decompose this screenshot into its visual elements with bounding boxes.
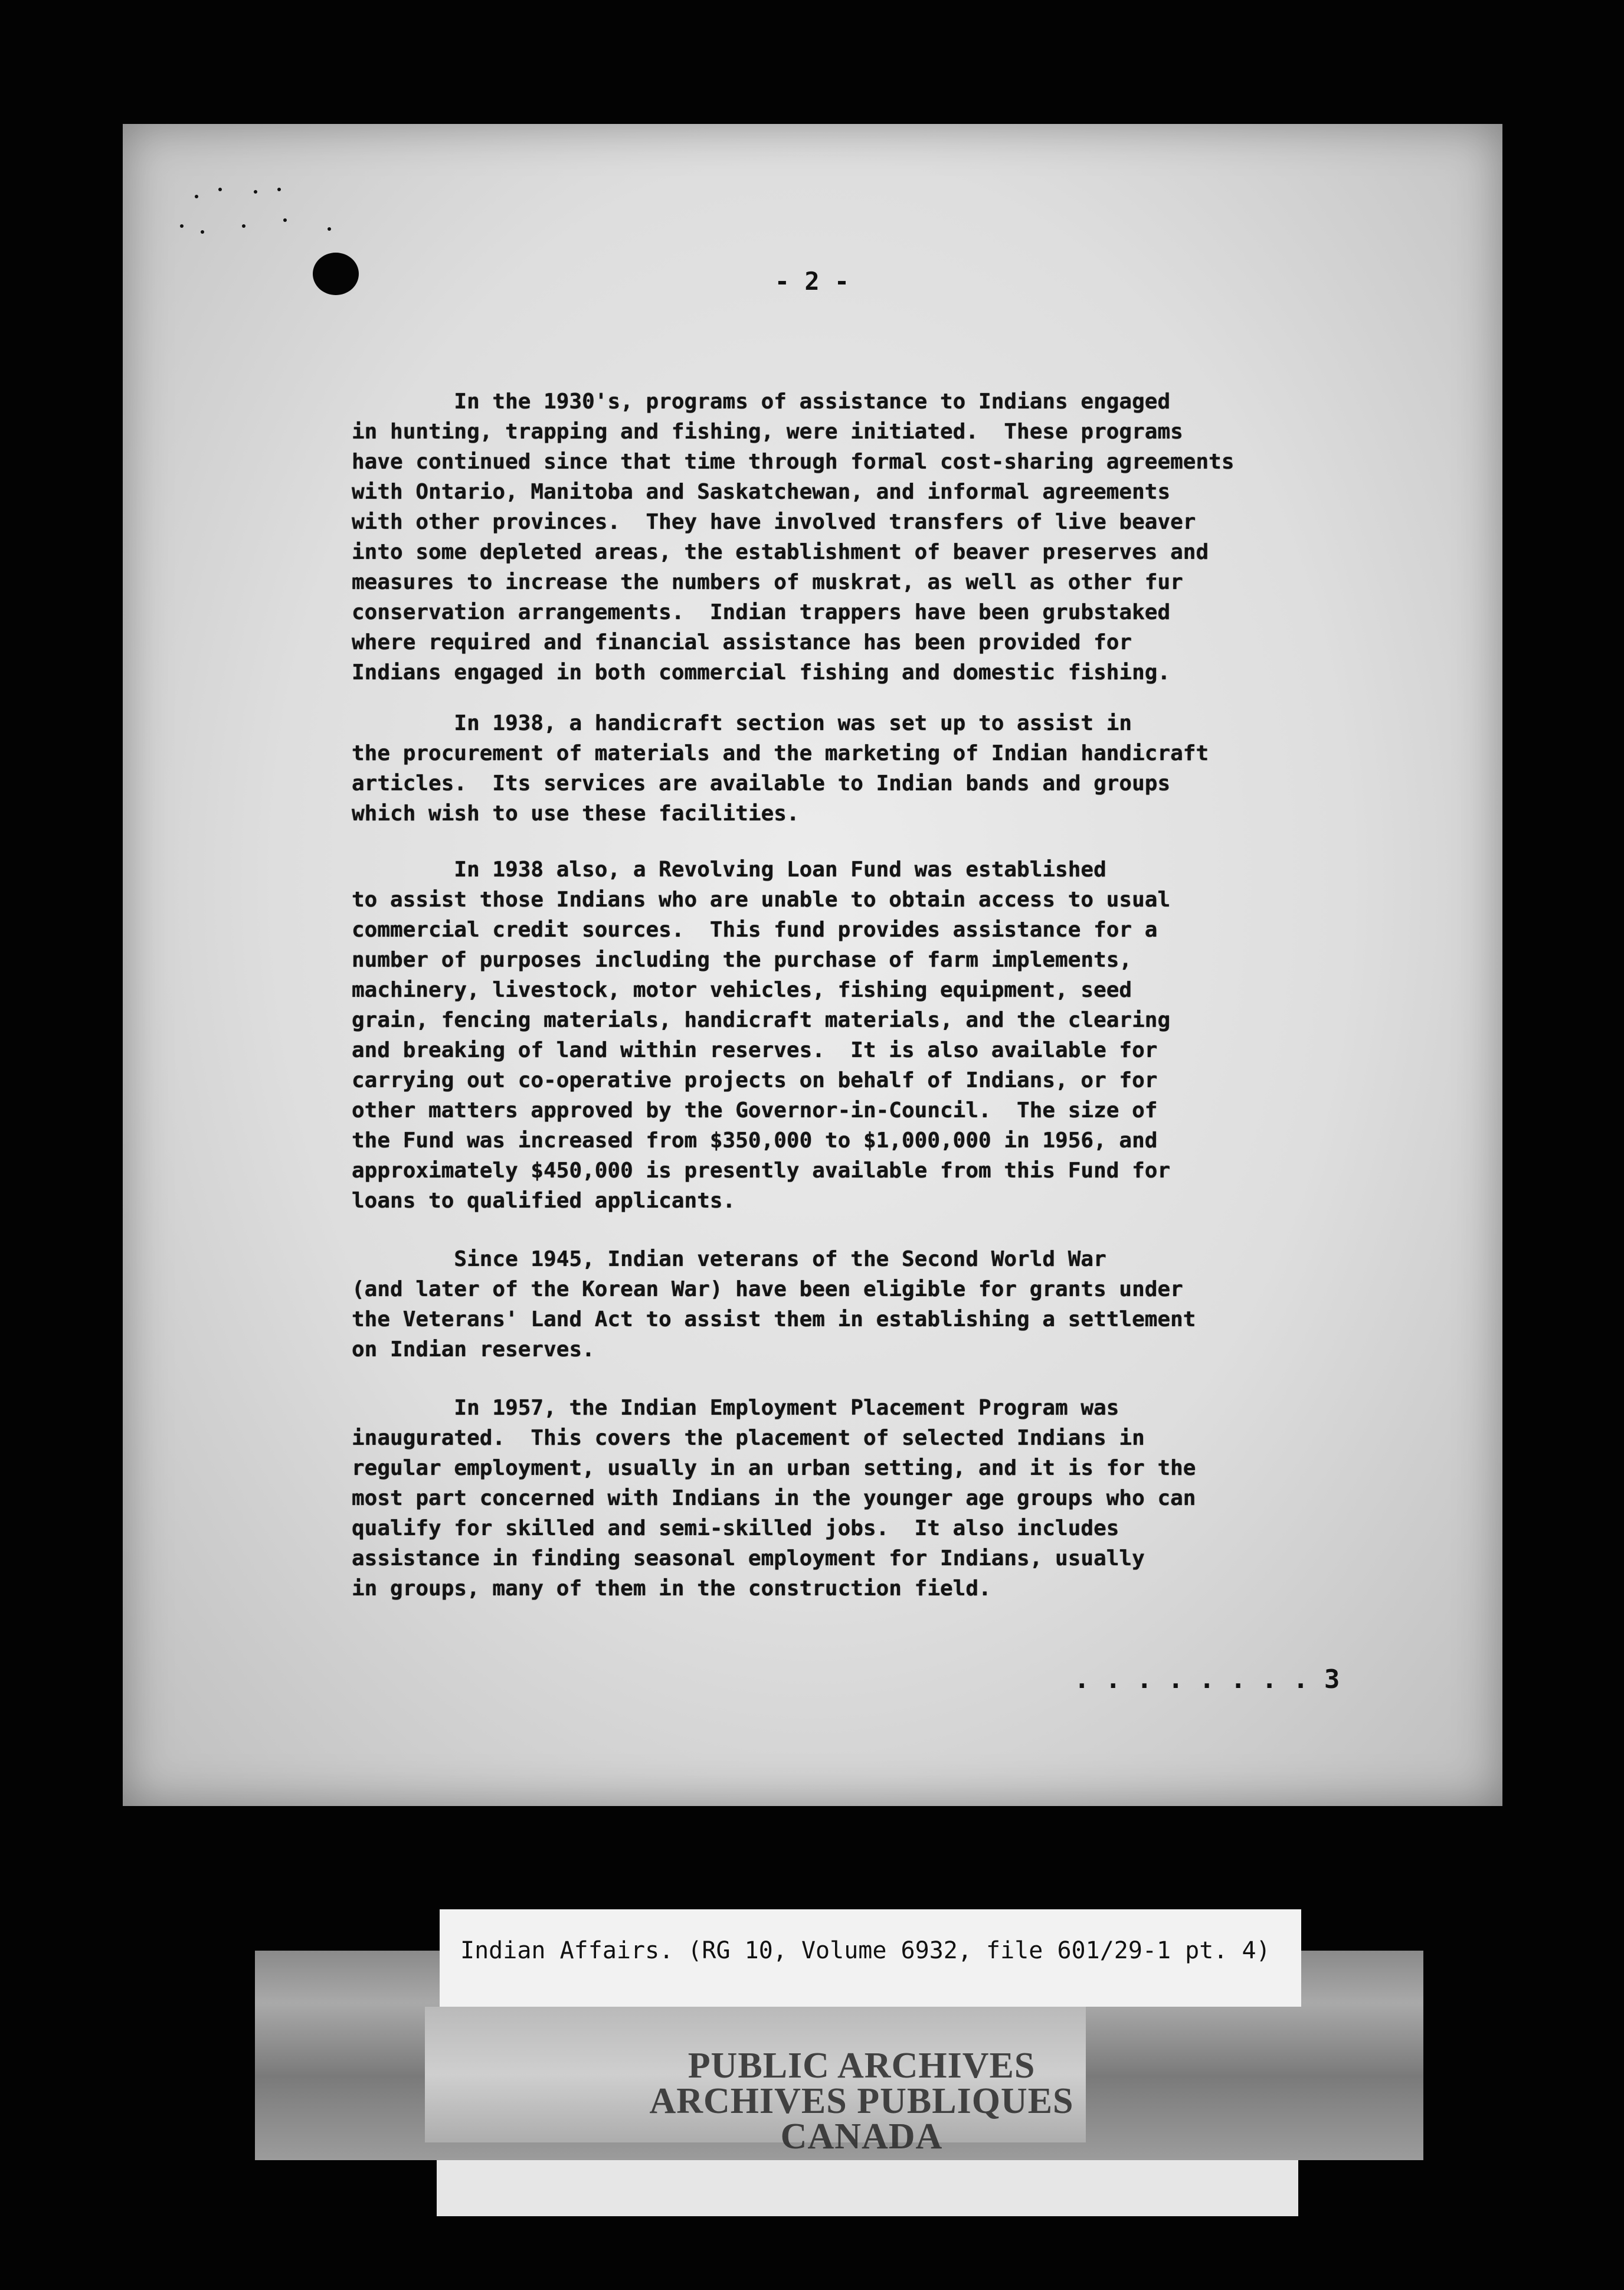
stamp-line: ARCHIVES PUBLIQUES	[649, 2081, 1074, 2121]
line: regular employment, usually in an urban setting, and it is for the	[352, 1456, 1196, 1480]
line: qualify for skilled and semi-skilled jobs. It also includes	[352, 1516, 1119, 1540]
line: and breaking of land within reserves. It is also available for	[352, 1038, 1158, 1062]
paragraph-1	[352, 387, 1355, 688]
paragraph-3	[352, 855, 1355, 1216]
line: on Indian reserves.	[352, 1337, 595, 1362]
paragraph-5	[352, 1393, 1355, 1604]
line: measures to increase the numbers of muskrat, as well as other fur	[352, 570, 1183, 594]
paragraph-4	[352, 1244, 1355, 1365]
stamp-line: CANADA	[780, 2116, 943, 2157]
line: in hunting, trapping and fishing, were initiated. These programs	[352, 420, 1183, 444]
line: approximately $450,000 is presently available from this Fund for	[352, 1159, 1171, 1183]
bottom-label-strip	[437, 2160, 1298, 2216]
line: commercial credit sources. This fund provides assistance for a	[352, 918, 1158, 942]
line: In 1957, the Indian Employment Placement Program was	[352, 1396, 1119, 1420]
stamp-line: PUBLIC ARCHIVES	[687, 2046, 1036, 2086]
line: number of purposes including the purchase of farm implements,	[352, 948, 1132, 972]
line: with other provinces. They have involved transfers of live beaver	[352, 510, 1196, 534]
line: where required and financial assistance has been provided for	[352, 630, 1132, 655]
punch-hole	[313, 253, 359, 295]
line: in groups, many of them in the construction field.	[352, 1576, 991, 1601]
line: other matters approved by the Governor-in-Council. The size of	[352, 1098, 1158, 1123]
line: inaugurated. This covers the placement of selected Indians in	[352, 1426, 1145, 1450]
archive-stamp	[637, 2046, 1086, 2157]
page-number: - 2 -	[774, 267, 850, 296]
archive-citation: Indian Affairs. (RG 10, Volume 6932, file 601/29-1 pt. 4)	[460, 1937, 1271, 1964]
line: Indians engaged in both commercial fishing and domestic fishing.	[352, 660, 1171, 685]
line: In 1938, a handicraft section was set up to assist in	[352, 711, 1132, 735]
line: have continued since that time through formal cost-sharing agreements	[352, 450, 1235, 474]
line: In the 1930's, programs of assistance to Indians engaged	[352, 390, 1171, 414]
line: grain, fencing materials, handicraft materials, and the clearing	[352, 1008, 1171, 1032]
line: to assist those Indians who are unable to obtain access to usual	[352, 888, 1171, 912]
line: the Fund was increased from $350,000 to $1,000,000 in 1956, and	[352, 1128, 1158, 1153]
line: carrying out co-operative projects on behalf of Indians, or for	[352, 1068, 1158, 1092]
line: assistance in finding seasonal employment for Indians, usually	[352, 1546, 1145, 1571]
continuation-marker: . . . . . . . . 3	[1074, 1664, 1340, 1694]
line: with Ontario, Manitoba and Saskatchewan, and informal agreements	[352, 480, 1171, 504]
line: most part concerned with Indians in the younger age groups who can	[352, 1486, 1196, 1510]
line: machinery, livestock, motor vehicles, fishing equipment, seed	[352, 978, 1132, 1002]
paragraph-2	[352, 708, 1355, 829]
line: In 1938 also, a Revolving Loan Fund was established	[352, 858, 1106, 882]
line: articles. Its services are available to Indian bands and groups	[352, 771, 1171, 796]
line: Since 1945, Indian veterans of the Second World War	[352, 1247, 1106, 1271]
line: (and later of the Korean War) have been eligible for grants under	[352, 1277, 1183, 1301]
line: conservation arrangements. Indian trappers have been grubstaked	[352, 600, 1171, 624]
line: the Veterans' Land Act to assist them in establishing a settlement	[352, 1307, 1196, 1332]
line: the procurement of materials and the marketing of Indian handicraft	[352, 741, 1209, 765]
line: which wish to use these facilities.	[352, 802, 800, 826]
line: into some depleted areas, the establishment of beaver preserves and	[352, 540, 1209, 564]
line: loans to qualified applicants.	[352, 1189, 736, 1213]
